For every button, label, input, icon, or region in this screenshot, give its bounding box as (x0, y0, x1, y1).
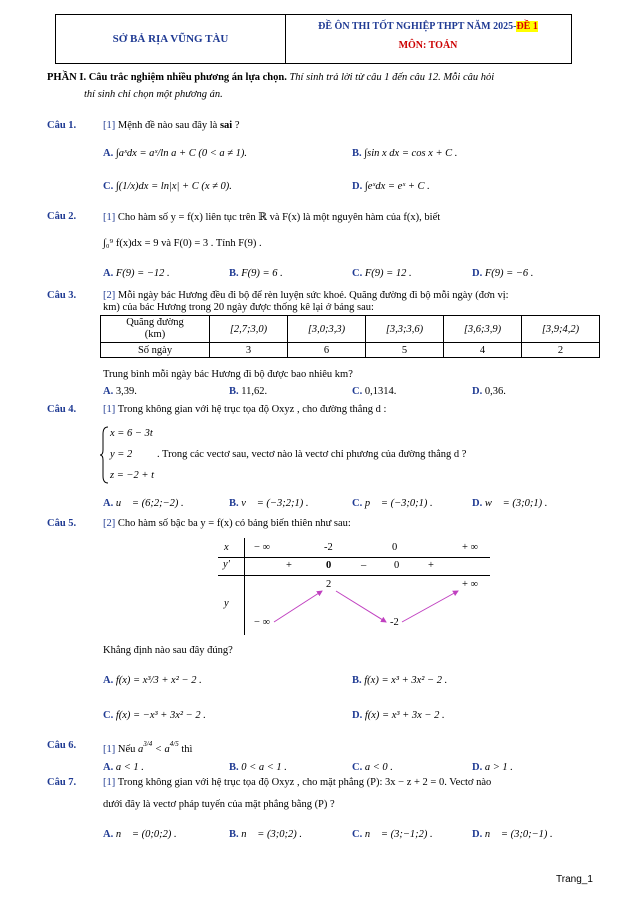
bbt-sign: 0 (394, 560, 400, 571)
q7-option-c-text: n⃗ = (3;−1;2) . (364, 829, 433, 840)
q5-option-b[interactable] (352, 675, 447, 686)
q3-question: Trung bình mỗi ngày bác Hương đi bộ được bao nhiêu km? (103, 369, 353, 380)
q4-system-eq1: x = 6 − 3t (110, 428, 153, 439)
header-exam (285, 15, 571, 63)
q4-brace-icon (100, 426, 110, 484)
q1-option-a-letter: A. (103, 148, 114, 159)
q5-option-d-letter: D. (352, 710, 363, 721)
q3-option-d[interactable] (472, 386, 506, 397)
q6-stem-line (103, 740, 192, 755)
part1-instruction-2: thí sinh chỉ chọn một phương án. (84, 89, 223, 100)
q6-inequality: $a^{3/4} < a^{4/5}$ (138, 740, 179, 755)
q7-stem2: dưới đây là vectơ pháp tuyến của mặt phẳng bằng (P) ? (103, 799, 335, 810)
bbt-label-x: x (224, 542, 229, 553)
q6-option-c-letter: C. (352, 762, 363, 773)
page-number: Trang_1 (556, 874, 593, 885)
q5-question: Khẳng định nào sau đây đúng? (103, 645, 233, 656)
q1-option-c-text: ∫(1/x)dx = ln|x| + C (x ≠ 0). (115, 181, 232, 192)
bbt-y-value: + ∞ (462, 579, 479, 590)
table-cell-interval: [3,3;3,6) (366, 316, 444, 343)
q3-option-a-letter: A. (103, 386, 114, 397)
q3-option-b-letter: B. (229, 386, 239, 397)
q5-option-d[interactable] (352, 710, 445, 721)
q5-option-d-text: f(x) = x³ + 3x − 2 . (364, 710, 445, 721)
bbt-sign: 0 (326, 560, 332, 571)
q7-stem1: Trong không gian với hệ trục tọa độ Oxyz , cho mặt phẳng (P): 3x − z + 2 = 0. Vectơ nào (117, 777, 492, 788)
table-cell-interval: [3,9;4,2) (522, 316, 600, 343)
q3-option-d-text: 0,36. (484, 386, 506, 397)
q6-option-a[interactable] (103, 762, 144, 773)
bbt-y-value: − ∞ (254, 617, 271, 628)
bbt-sign: + (428, 560, 434, 571)
q6-option-a-letter: A. (103, 762, 114, 773)
q4-level: [1] (103, 404, 116, 415)
q4-option-b[interactable] (229, 498, 309, 509)
q3-option-b-text: 11,62. (241, 386, 268, 397)
q1-stem (103, 120, 240, 131)
q3-option-b[interactable] (229, 386, 267, 397)
q7-option-d-letter: D. (472, 829, 483, 840)
bbt-x-value: -2 (324, 542, 333, 553)
q1-option-c-letter: C. (103, 181, 114, 192)
bbt-y-value: 2 (326, 579, 332, 590)
q7-stem-line1 (103, 777, 491, 788)
bbt-x-value: + ∞ (462, 542, 479, 553)
bbt-sign: + (286, 560, 292, 571)
table-header-distance-label: Quãng đường (126, 317, 184, 328)
q6-number: Câu 6. (47, 740, 77, 751)
table-cell-interval: [3,0;3,3) (288, 316, 366, 343)
q7-option-a-text: n⃗ = (0;0;2) . (115, 829, 177, 840)
q2-level: [1] (103, 212, 116, 223)
q4-option-a-letter: A. (103, 498, 114, 509)
q3-data-table (100, 315, 600, 358)
table-cell-count: 6 (288, 343, 366, 358)
q1-stem-bold: sai (219, 120, 233, 131)
q5-option-c[interactable] (103, 710, 206, 721)
q1-option-b-letter: B. (352, 148, 362, 159)
table-cell-count: 3 (210, 343, 288, 358)
q1-option-d-letter: D. (352, 181, 363, 192)
q7-option-d[interactable] (472, 829, 553, 840)
school-name: SỞ BẢ RỊA VŨNG TÀU (112, 33, 229, 45)
q4-option-c-text: p⃗ = (−3;0;1) . (364, 498, 433, 509)
q6-option-b-text: 0 < a < 1 . (241, 762, 287, 773)
q5-option-c-letter: C. (103, 710, 114, 721)
q6-option-b-letter: B. (229, 762, 239, 773)
q4-option-d[interactable] (472, 498, 547, 509)
q4-number: Câu 4. (47, 404, 77, 415)
q3-option-d-letter: D. (472, 386, 483, 397)
q3-option-a[interactable] (103, 386, 137, 397)
q6-option-c-text: a < 0 . (364, 762, 393, 773)
q7-option-b-text: n⃗ = (3;0;2) . (241, 829, 303, 840)
q7-number: Câu 7. (47, 777, 77, 788)
q4-option-c[interactable] (352, 498, 433, 509)
q5-stem: Cho hàm số bậc ba y = f(x) có bảng biến thiên như sau: (117, 518, 351, 529)
q2-option-c-text: F(9) = 12 . (364, 268, 412, 279)
q5-number: Câu 5. (47, 518, 77, 529)
q6-option-c[interactable] (352, 762, 393, 773)
header-school (56, 15, 286, 63)
q1-option-c[interactable] (103, 181, 232, 192)
q1-option-d-text: ∫eˣdx = eˣ + C . (364, 181, 430, 192)
q1-option-a-text: ∫aˣdx = aˣ/ln a + C (0 < a ≠ 1). (115, 148, 248, 159)
q2-number: Câu 2. (47, 211, 77, 222)
q4-system-eq3: z = −2 + t (110, 470, 155, 481)
exam-title-tag: ĐỀ 1 (516, 21, 538, 32)
q2-option-c-letter: C. (352, 268, 363, 279)
table-header-distance (101, 316, 210, 343)
q5-option-a-letter: A. (103, 675, 114, 686)
q1-option-b[interactable] (352, 148, 457, 159)
bbt-arrows-icon (218, 538, 490, 635)
q4-option-a-text: u⃗ = (6;2;−2) . (115, 498, 184, 509)
q2-option-a[interactable] (103, 268, 170, 279)
q3-option-c-letter: C. (352, 386, 363, 397)
q4-option-c-letter: C. (352, 498, 363, 509)
table-cell-count: 2 (522, 343, 600, 358)
bbt-label-y: y (224, 598, 229, 609)
q1-stem-end: ? (232, 120, 240, 131)
bbt-x-value: 0 (392, 542, 398, 553)
q3-option-c[interactable] (352, 386, 396, 397)
table-header-days: Số ngày (101, 343, 210, 358)
q7-option-a-letter: A. (103, 829, 114, 840)
q6-option-b[interactable] (229, 762, 287, 773)
q1-option-a[interactable] (103, 148, 247, 159)
bbt-y-value: -2 (390, 617, 399, 628)
table-cell-count: 5 (366, 343, 444, 358)
q5-variation-table (218, 538, 490, 635)
q1-number: Câu 1. (47, 120, 77, 131)
table-row (101, 316, 600, 343)
q5-option-a[interactable] (103, 675, 202, 686)
bbt-x-value: − ∞ (254, 542, 271, 553)
table-cell-interval: [3,6;3,9) (444, 316, 522, 343)
q6-option-d-letter: D. (472, 762, 483, 773)
q5-option-c-text: f(x) = −x³ + 3x² − 2 . (115, 710, 206, 721)
q6-option-d-text: a > 1 . (484, 762, 513, 773)
q1-option-b-text: ∫sin x dx = cos x + C . (364, 148, 458, 159)
q2-option-b-letter: B. (229, 268, 239, 279)
q7-level: [1] (103, 777, 116, 788)
header-table (55, 14, 572, 64)
q4-option-d-letter: D. (472, 498, 483, 509)
q4-option-a[interactable] (103, 498, 184, 509)
q4-stem: Trong không gian với hệ trục tọa độ Oxyz , cho đường thẳng d : (117, 404, 387, 415)
exam-title-main: ĐỀ ÔN THI TỐT NGHIỆP THPT NĂM 2025- (318, 21, 517, 32)
q2-option-c[interactable] (352, 268, 412, 279)
q4-system-eq2: y = 2 (110, 449, 133, 460)
q7-option-d-text: n⃗ = (3;0;−1) . (484, 829, 553, 840)
q3-stem-line1 (103, 290, 509, 301)
table-cell-interval: [2,7;3,0) (210, 316, 288, 343)
q6-stem-end: thì (181, 744, 193, 755)
q1-level: [1] (103, 120, 116, 131)
q2-stem1: Cho hàm số y = f(x) liên tục trên ℝ và F(x) là một nguyên hàm của f(x), biết (117, 212, 441, 223)
q1-stem-text: Mệnh đề nào sau đây là (117, 120, 220, 131)
q1-option-d[interactable] (352, 181, 430, 192)
q4-option-b-text: v⃗ = (−3;2;1) . (241, 498, 309, 509)
q7-option-b-letter: B. (229, 829, 239, 840)
exam-title (285, 21, 571, 32)
table-row (101, 343, 600, 358)
q2-option-d[interactable] (472, 268, 533, 279)
q6-option-d[interactable] (472, 762, 513, 773)
q3-stem2: km) của bác Hương trong 20 ngày được thống kê lại ở bảng sau: (103, 302, 374, 313)
part1-heading: PHẦN I. Câu trắc nghiệm nhiều phương án lựa chọn. (47, 72, 287, 83)
q4-stem-line (103, 404, 386, 415)
part1-instruction-1: Thí sinh trả lời từ câu 1 đến câu 12. Mỗi câu hỏi (289, 72, 495, 83)
q7-option-c-letter: C. (352, 829, 363, 840)
q5-option-a-text: f(x) = x³/3 + x² − 2 . (115, 675, 202, 686)
q6-option-a-text: a < 1 . (115, 762, 144, 773)
q3-number: Câu 3. (47, 290, 77, 301)
q3-level: [2] (103, 290, 116, 301)
q7-option-c[interactable] (352, 829, 433, 840)
q2-option-a-text: F(9) = −12 . (115, 268, 170, 279)
q2-stem-line1 (103, 211, 440, 223)
table-header-distance-unit: (km) (144, 329, 166, 340)
q3-stem1: Mỗi ngày bác Hương đều đi bộ để rèn luyện sức khoẻ. Quãng đường đi bộ mỗi ngày (đơn vị: (117, 290, 509, 301)
q7-option-b[interactable] (229, 829, 302, 840)
q5-option-b-text: f(x) = x³ + 3x² − 2 . (364, 675, 448, 686)
q5-level: [2] (103, 518, 116, 529)
q7-option-a[interactable] (103, 829, 177, 840)
q4-stem2: . Trong các vectơ sau, vectơ nào là vectơ chỉ phương của đường thẳng d ? (157, 449, 467, 460)
q2-option-d-letter: D. (472, 268, 483, 279)
bbt-sign: – (361, 560, 367, 571)
q3-option-c-text: 0,1314. (364, 386, 397, 397)
q5-option-b-letter: B. (352, 675, 362, 686)
q2-option-d-text: F(9) = −6 . (484, 268, 534, 279)
q4-option-d-text: w⃗ = (3;0;1) . (484, 498, 548, 509)
q5-stem-line (103, 518, 351, 529)
table-cell-count: 4 (444, 343, 522, 358)
q2-option-b-text: F(9) = 6 . (241, 268, 283, 279)
q6-stem: Nếu (117, 744, 136, 755)
q2-option-b[interactable] (229, 268, 283, 279)
q3-option-a-text: 3,39. (115, 386, 137, 397)
q2-option-a-letter: A. (103, 268, 114, 279)
q6-level: [1] (103, 744, 116, 755)
exam-subject: MÔN: TOÁN (398, 40, 458, 51)
q4-option-b-letter: B. (229, 498, 239, 509)
q2-stem2: ∫₀⁹ f(x)dx = 9 và F(0) = 3 . Tính F(9) . (103, 238, 262, 249)
bbt-label-yprime: y' (223, 559, 230, 570)
part1-line1 (47, 72, 494, 83)
